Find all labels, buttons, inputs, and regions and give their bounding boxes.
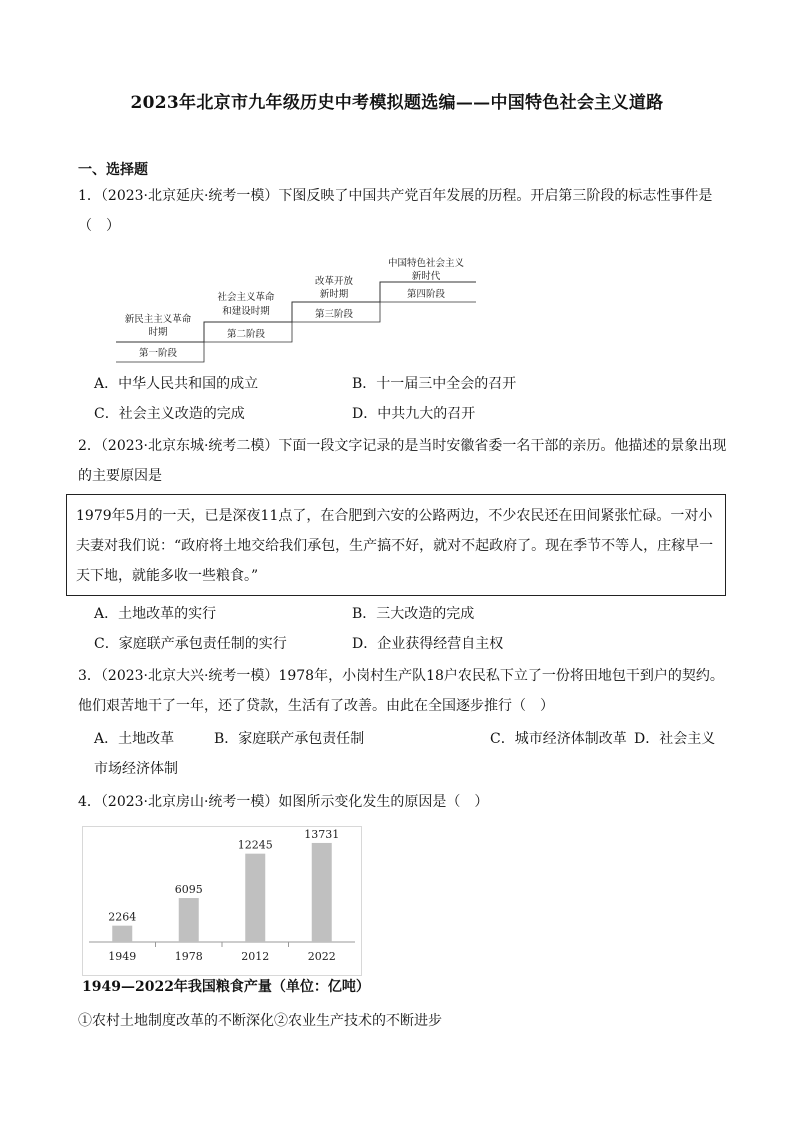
q2-option-c: C．家庭联产承包责任制的实行	[94, 636, 287, 652]
q2-source-line3: 天下地，就能多收一些粮食。”	[76, 568, 259, 584]
stage2-label-line1: 社会主义革命	[217, 292, 275, 303]
q2-stem-line2: 的主要原因是	[78, 468, 162, 484]
section-heading: 一、选择题	[78, 162, 148, 178]
q2-source-line2: 夫妻对我们说：“政府将土地交给我们承包，生产搞不好，就对不起政府了。现在季节不等人，庄稼早一	[76, 538, 714, 554]
stage4-label-line1: 中国特色社会主义	[387, 258, 465, 269]
stage2-name: 第二阶段	[226, 329, 266, 340]
q2-option-b: B．三大改造的完成	[352, 606, 475, 622]
stage2-label-line2: 和建设时期	[222, 306, 270, 317]
stage3-label-line1: 改革开放	[314, 276, 354, 287]
x-tick-label-2012: 2012	[241, 950, 270, 963]
stage4-label-line2: 新时代	[411, 271, 441, 282]
party-history-staircase-diagram	[116, 252, 476, 364]
bar-value-label-1978: 6095	[174, 883, 203, 897]
q3-option-c: C．城市经济体制改革	[490, 731, 627, 747]
q2-source-line1: 1979年5月的一天，已是深夜11点了，在合肥到六安的公路两边，不少农民还在田间紧张忙碌。一对小	[76, 508, 713, 524]
grain-output-chart	[82, 826, 362, 976]
q1-stem-line2: （ ）	[78, 218, 120, 234]
bar-2022	[312, 843, 332, 942]
page-title: 2023年北京市九年级历史中考模拟题选编——中国特色社会主义道路	[130, 93, 664, 113]
stage1-name: 第一阶段	[138, 348, 178, 359]
stage1-label-line2: 时期	[148, 327, 168, 338]
q1-option-a: A．中华人民共和国的成立	[94, 376, 259, 392]
q3-option-d-continued: 市场经济体制	[94, 761, 178, 777]
q3-option-d: D．社会主义	[634, 731, 716, 747]
q2-option-d: D．企业获得经营自主权	[352, 636, 504, 652]
bar-value-label-2022: 13731	[304, 827, 340, 841]
x-tick-label-1978: 1978	[174, 950, 203, 963]
stage4-name: 第四阶段	[406, 289, 446, 300]
bar-value-label-1949: 2264	[108, 910, 137, 924]
q4-statements: ①农村土地制度改革的不断深化②农业生产技术的不断进步	[78, 1013, 442, 1029]
q4-stem: 4．（2023·北京房山·统考一模）如图所示变化发生的原因是（ ）	[78, 794, 489, 810]
bar-1949	[112, 926, 132, 942]
x-tick-label-1949: 1949	[108, 950, 137, 963]
chart-caption: 1949—2022年我国粮食产量（单位：亿吨）	[82, 979, 370, 995]
stage1-label-line1: 新民主主义革命	[124, 314, 192, 325]
q2-option-a: A．土地改革的实行	[94, 606, 217, 622]
q3-option-b: B．家庭联产承包责任制	[214, 731, 365, 747]
bar-value-label-2012: 12245	[237, 838, 273, 852]
q3-stem-line1: 3．（2023·北京大兴·统考一模）1978年，小岗村生产队18户农民私下立了一份将田地包干到户的契约。	[78, 668, 724, 684]
q1-option-d: D．中共九大的召开	[352, 406, 476, 422]
x-tick-label-2022: 2022	[307, 950, 336, 963]
stage3-label-line2: 新时期	[319, 289, 349, 300]
stage3-name: 第三阶段	[314, 309, 354, 320]
bar-1978	[179, 898, 199, 942]
bar-2012	[245, 854, 265, 942]
grain-output-chart-svg	[83, 827, 361, 975]
q3-option-a: A．土地改革	[94, 731, 175, 747]
q1-option-c: C．社会主义改造的完成	[94, 406, 245, 422]
q2-stem-line1: 2．（2023·北京东城·统考二模）下面一段文字记录的是当时安徽省委一名干部的亲历。他描述的景象出现	[78, 438, 727, 454]
q1-stem-line1: 1．（2023·北京延庆·统考一模）下图反映了中国共产党百年发展的历程。开启第三阶段的标志性事件是	[78, 188, 713, 204]
q3-stem-line2: 他们艰苦地干了一年，还了贷款，生活有了改善。由此在全国逐步推行（ ）	[78, 698, 554, 714]
q1-option-b: B．十一届三中全会的召开	[352, 376, 517, 392]
